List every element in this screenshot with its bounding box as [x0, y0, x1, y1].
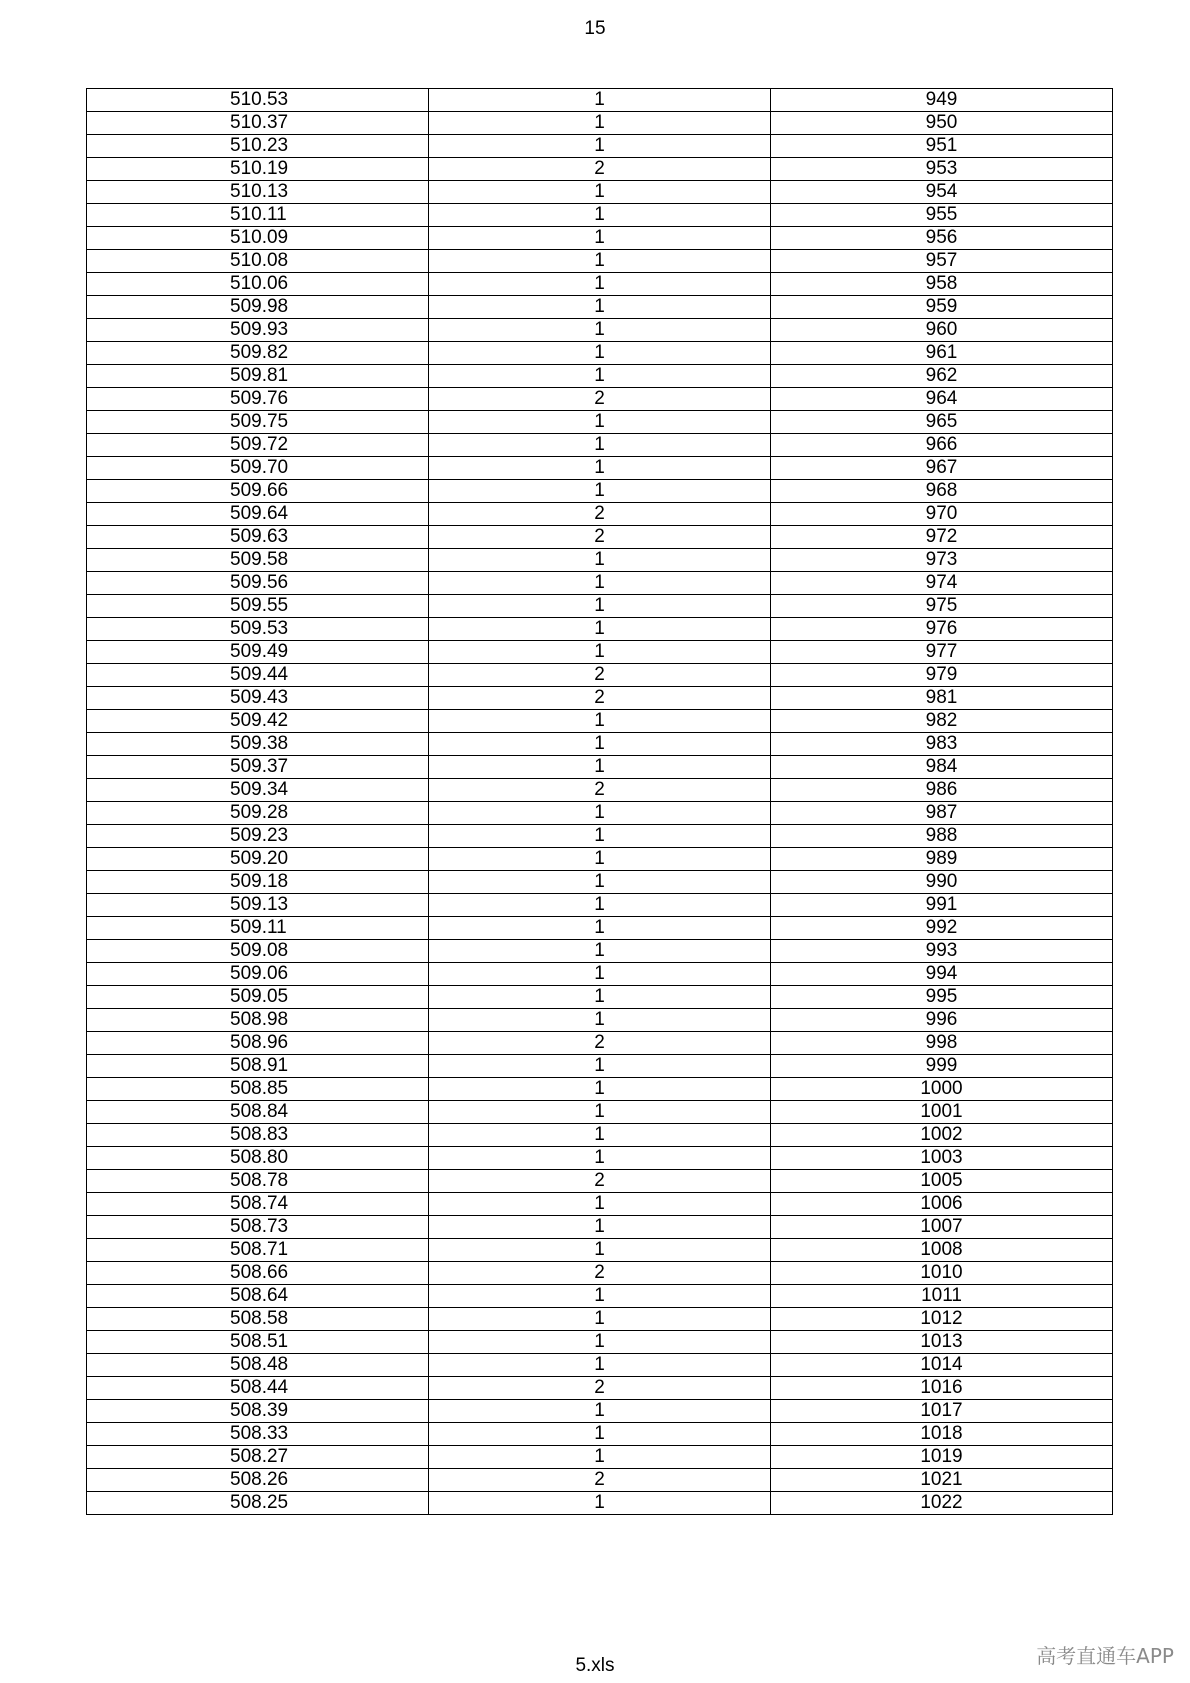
- score-cell: 509.38: [87, 733, 429, 756]
- table-row: [87, 871, 1113, 894]
- table-row: [87, 1262, 1113, 1285]
- table-row: [87, 917, 1113, 940]
- table-row: [87, 1469, 1113, 1492]
- cumulative-cell: 959: [771, 296, 1113, 319]
- cumulative-cell: 989: [771, 848, 1113, 871]
- table-row: [87, 342, 1113, 365]
- table-row: [87, 572, 1113, 595]
- cumulative-cell: 1003: [771, 1147, 1113, 1170]
- score-cell: 509.70: [87, 457, 429, 480]
- table-row: [87, 135, 1113, 158]
- count-cell: 1: [429, 365, 771, 388]
- cumulative-cell: 1012: [771, 1308, 1113, 1331]
- count-cell: 1: [429, 802, 771, 825]
- cumulative-cell: 966: [771, 434, 1113, 457]
- count-cell: 1: [429, 434, 771, 457]
- count-cell: 1: [429, 1193, 771, 1216]
- cumulative-cell: 987: [771, 802, 1113, 825]
- score-cell: 509.28: [87, 802, 429, 825]
- score-cell: 510.19: [87, 158, 429, 181]
- cumulative-cell: 1000: [771, 1078, 1113, 1101]
- score-cell: 509.66: [87, 480, 429, 503]
- table-row: [87, 1331, 1113, 1354]
- score-cell: 508.64: [87, 1285, 429, 1308]
- table-row: [87, 595, 1113, 618]
- count-cell: 1: [429, 204, 771, 227]
- table-row: [87, 1423, 1113, 1446]
- score-cell: 510.37: [87, 112, 429, 135]
- score-cell: 509.58: [87, 549, 429, 572]
- count-cell: 1: [429, 227, 771, 250]
- table-row: [87, 319, 1113, 342]
- score-cell: 508.26: [87, 1469, 429, 1492]
- count-cell: 1: [429, 595, 771, 618]
- footer-file-name: 5.xls: [575, 1655, 615, 1676]
- cumulative-cell: 977: [771, 641, 1113, 664]
- score-cell: 509.98: [87, 296, 429, 319]
- score-cell: 508.74: [87, 1193, 429, 1216]
- table-row: [87, 894, 1113, 917]
- cumulative-cell: 1007: [771, 1216, 1113, 1239]
- cumulative-cell: 951: [771, 135, 1113, 158]
- cumulative-cell: 1014: [771, 1354, 1113, 1377]
- count-cell: 1: [429, 1124, 771, 1147]
- cumulative-cell: 962: [771, 365, 1113, 388]
- page-number: 15: [584, 18, 606, 39]
- cumulative-cell: 965: [771, 411, 1113, 434]
- score-cell: 509.75: [87, 411, 429, 434]
- table-row: [87, 204, 1113, 227]
- count-cell: 2: [429, 388, 771, 411]
- cumulative-cell: 993: [771, 940, 1113, 963]
- cumulative-cell: 958: [771, 273, 1113, 296]
- count-cell: 1: [429, 319, 771, 342]
- cumulative-cell: 1010: [771, 1262, 1113, 1285]
- count-cell: 1: [429, 1147, 771, 1170]
- table-row: [87, 963, 1113, 986]
- count-cell: 2: [429, 158, 771, 181]
- table-row: [87, 1055, 1113, 1078]
- count-cell: 1: [429, 986, 771, 1009]
- cumulative-cell: 950: [771, 112, 1113, 135]
- score-cell: 508.58: [87, 1308, 429, 1331]
- score-cell: 509.53: [87, 618, 429, 641]
- cumulative-cell: 981: [771, 687, 1113, 710]
- score-cell: 510.13: [87, 181, 429, 204]
- count-cell: 1: [429, 480, 771, 503]
- cumulative-cell: 957: [771, 250, 1113, 273]
- count-cell: 1: [429, 342, 771, 365]
- score-cell: 509.44: [87, 664, 429, 687]
- table-row: [87, 1101, 1113, 1124]
- table-row: [87, 664, 1113, 687]
- table-row: [87, 779, 1113, 802]
- count-cell: 2: [429, 503, 771, 526]
- cumulative-cell: 1002: [771, 1124, 1113, 1147]
- cumulative-cell: 1016: [771, 1377, 1113, 1400]
- count-cell: 2: [429, 779, 771, 802]
- cumulative-cell: 1001: [771, 1101, 1113, 1124]
- cumulative-cell: 970: [771, 503, 1113, 526]
- count-cell: 2: [429, 1170, 771, 1193]
- score-cell: 508.44: [87, 1377, 429, 1400]
- count-cell: 1: [429, 733, 771, 756]
- score-cell: 508.66: [87, 1262, 429, 1285]
- score-cell: 508.25: [87, 1492, 429, 1515]
- cumulative-cell: 972: [771, 526, 1113, 549]
- score-cell: 509.56: [87, 572, 429, 595]
- table-row: [87, 1285, 1113, 1308]
- count-cell: 1: [429, 848, 771, 871]
- count-cell: 1: [429, 457, 771, 480]
- count-cell: 1: [429, 135, 771, 158]
- table-row: [87, 848, 1113, 871]
- table-row: [87, 89, 1113, 112]
- count-cell: 1: [429, 641, 771, 664]
- count-cell: 1: [429, 181, 771, 204]
- cumulative-cell: 954: [771, 181, 1113, 204]
- table-row: [87, 1032, 1113, 1055]
- table-row: [87, 112, 1113, 135]
- count-cell: 1: [429, 871, 771, 894]
- score-cell: 508.83: [87, 1124, 429, 1147]
- score-cell: 509.63: [87, 526, 429, 549]
- count-cell: 2: [429, 687, 771, 710]
- score-cell: 509.20: [87, 848, 429, 871]
- score-cell: 508.33: [87, 1423, 429, 1446]
- count-cell: 1: [429, 273, 771, 296]
- score-cell: 510.09: [87, 227, 429, 250]
- table-row: [87, 1354, 1113, 1377]
- cumulative-cell: 1011: [771, 1285, 1113, 1308]
- count-cell: 1: [429, 1055, 771, 1078]
- table-row: [87, 1170, 1113, 1193]
- score-cell: 509.72: [87, 434, 429, 457]
- table-row: [87, 411, 1113, 434]
- table-row: [87, 1492, 1113, 1515]
- count-cell: 1: [429, 1400, 771, 1423]
- table-row: [87, 1147, 1113, 1170]
- table-row: [87, 480, 1113, 503]
- table-row: [87, 1400, 1113, 1423]
- count-cell: 1: [429, 894, 771, 917]
- count-cell: 1: [429, 1285, 771, 1308]
- table-row: [87, 641, 1113, 664]
- table-row: [87, 158, 1113, 181]
- table-row: [87, 549, 1113, 572]
- table-row: [87, 710, 1113, 733]
- count-cell: 1: [429, 89, 771, 112]
- cumulative-cell: 1013: [771, 1331, 1113, 1354]
- score-cell: 509.64: [87, 503, 429, 526]
- table-row: [87, 181, 1113, 204]
- cumulative-cell: 990: [771, 871, 1113, 894]
- table-row: [87, 434, 1113, 457]
- score-cell: 508.85: [87, 1078, 429, 1101]
- score-cell: 508.48: [87, 1354, 429, 1377]
- score-cell: 510.11: [87, 204, 429, 227]
- count-cell: 1: [429, 618, 771, 641]
- table-row: [87, 825, 1113, 848]
- score-cell: 508.39: [87, 1400, 429, 1423]
- table-row: [87, 618, 1113, 641]
- cumulative-cell: 976: [771, 618, 1113, 641]
- score-cell: 509.34: [87, 779, 429, 802]
- count-cell: 1: [429, 572, 771, 595]
- score-cell: 509.55: [87, 595, 429, 618]
- score-cell: 508.73: [87, 1216, 429, 1239]
- table-row: [87, 250, 1113, 273]
- score-cell: 509.18: [87, 871, 429, 894]
- table-row: [87, 986, 1113, 1009]
- score-cell: 509.11: [87, 917, 429, 940]
- count-cell: 1: [429, 1308, 771, 1331]
- cumulative-cell: 983: [771, 733, 1113, 756]
- count-cell: 1: [429, 1354, 771, 1377]
- cumulative-cell: 967: [771, 457, 1113, 480]
- cumulative-cell: 956: [771, 227, 1113, 250]
- score-cell: 509.06: [87, 963, 429, 986]
- count-cell: 1: [429, 411, 771, 434]
- cumulative-cell: 964: [771, 388, 1113, 411]
- score-cell: 508.98: [87, 1009, 429, 1032]
- cumulative-cell: 984: [771, 756, 1113, 779]
- table-row: [87, 1009, 1113, 1032]
- table-row: [87, 940, 1113, 963]
- count-cell: 2: [429, 526, 771, 549]
- cumulative-cell: 975: [771, 595, 1113, 618]
- score-cell: 508.78: [87, 1170, 429, 1193]
- table-row: [87, 1446, 1113, 1469]
- cumulative-cell: 988: [771, 825, 1113, 848]
- cumulative-cell: 991: [771, 894, 1113, 917]
- cumulative-cell: 960: [771, 319, 1113, 342]
- cumulative-cell: 979: [771, 664, 1113, 687]
- table-row: [87, 503, 1113, 526]
- table-row: [87, 457, 1113, 480]
- cumulative-cell: 1019: [771, 1446, 1113, 1469]
- cumulative-cell: 961: [771, 342, 1113, 365]
- table-row: [87, 526, 1113, 549]
- count-cell: 1: [429, 1216, 771, 1239]
- table-row: [87, 296, 1113, 319]
- cumulative-cell: 1021: [771, 1469, 1113, 1492]
- count-cell: 1: [429, 296, 771, 319]
- cumulative-cell: 974: [771, 572, 1113, 595]
- score-cell: 509.23: [87, 825, 429, 848]
- score-cell: 508.84: [87, 1101, 429, 1124]
- cumulative-cell: 994: [771, 963, 1113, 986]
- count-cell: 1: [429, 1078, 771, 1101]
- score-cell: 509.82: [87, 342, 429, 365]
- watermark: 高考直通车APP: [1036, 1644, 1174, 1668]
- count-cell: 1: [429, 710, 771, 733]
- score-cell: 509.37: [87, 756, 429, 779]
- cumulative-cell: 973: [771, 549, 1113, 572]
- count-cell: 1: [429, 1446, 771, 1469]
- table-row: [87, 1124, 1113, 1147]
- cumulative-cell: 1018: [771, 1423, 1113, 1446]
- cumulative-cell: 992: [771, 917, 1113, 940]
- cumulative-cell: 953: [771, 158, 1113, 181]
- table-row: [87, 1193, 1113, 1216]
- count-cell: 1: [429, 1331, 771, 1354]
- table-row: [87, 1308, 1113, 1331]
- cumulative-cell: 982: [771, 710, 1113, 733]
- count-cell: 2: [429, 664, 771, 687]
- score-cell: 509.08: [87, 940, 429, 963]
- table-row: [87, 756, 1113, 779]
- table-row: [87, 1216, 1113, 1239]
- table-row: [87, 1078, 1113, 1101]
- count-cell: 1: [429, 1239, 771, 1262]
- count-cell: 2: [429, 1469, 771, 1492]
- count-cell: 1: [429, 250, 771, 273]
- cumulative-cell: 949: [771, 89, 1113, 112]
- cumulative-cell: 1005: [771, 1170, 1113, 1193]
- cumulative-cell: 1017: [771, 1400, 1113, 1423]
- count-cell: 1: [429, 1492, 771, 1515]
- cumulative-cell: 1008: [771, 1239, 1113, 1262]
- cumulative-cell: 955: [771, 204, 1113, 227]
- table-row: [87, 388, 1113, 411]
- cumulative-cell: 995: [771, 986, 1113, 1009]
- count-cell: 1: [429, 1423, 771, 1446]
- score-rank-table: [86, 88, 1113, 1515]
- table-row: [87, 733, 1113, 756]
- score-cell: 509.42: [87, 710, 429, 733]
- score-cell: 509.49: [87, 641, 429, 664]
- count-cell: 2: [429, 1377, 771, 1400]
- count-cell: 1: [429, 940, 771, 963]
- score-cell: 508.51: [87, 1331, 429, 1354]
- score-cell: 509.76: [87, 388, 429, 411]
- score-cell: 508.71: [87, 1239, 429, 1262]
- count-cell: 1: [429, 112, 771, 135]
- cumulative-cell: 998: [771, 1032, 1113, 1055]
- table-row: [87, 227, 1113, 250]
- count-cell: 2: [429, 1032, 771, 1055]
- table-row: [87, 802, 1113, 825]
- cumulative-cell: 1022: [771, 1492, 1113, 1515]
- table-row: [87, 1239, 1113, 1262]
- table-row: [87, 687, 1113, 710]
- count-cell: 1: [429, 1009, 771, 1032]
- score-cell: 510.23: [87, 135, 429, 158]
- cumulative-cell: 986: [771, 779, 1113, 802]
- table-row: [87, 273, 1113, 296]
- score-cell: 510.53: [87, 89, 429, 112]
- table-row: [87, 365, 1113, 388]
- cumulative-cell: 996: [771, 1009, 1113, 1032]
- score-cell: 509.81: [87, 365, 429, 388]
- count-cell: 1: [429, 825, 771, 848]
- cumulative-cell: 968: [771, 480, 1113, 503]
- score-cell: 509.43: [87, 687, 429, 710]
- score-cell: 510.08: [87, 250, 429, 273]
- count-cell: 1: [429, 756, 771, 779]
- count-cell: 1: [429, 917, 771, 940]
- count-cell: 1: [429, 549, 771, 572]
- score-cell: 509.05: [87, 986, 429, 1009]
- count-cell: 2: [429, 1262, 771, 1285]
- score-cell: 508.80: [87, 1147, 429, 1170]
- score-cell: 509.13: [87, 894, 429, 917]
- table-row: [87, 1377, 1113, 1400]
- cumulative-cell: 999: [771, 1055, 1113, 1078]
- score-cell: 509.93: [87, 319, 429, 342]
- cumulative-cell: 1006: [771, 1193, 1113, 1216]
- score-cell: 510.06: [87, 273, 429, 296]
- count-cell: 1: [429, 963, 771, 986]
- count-cell: 1: [429, 1101, 771, 1124]
- table-body: [87, 89, 1113, 1515]
- score-cell: 508.27: [87, 1446, 429, 1469]
- score-cell: 508.96: [87, 1032, 429, 1055]
- score-cell: 508.91: [87, 1055, 429, 1078]
